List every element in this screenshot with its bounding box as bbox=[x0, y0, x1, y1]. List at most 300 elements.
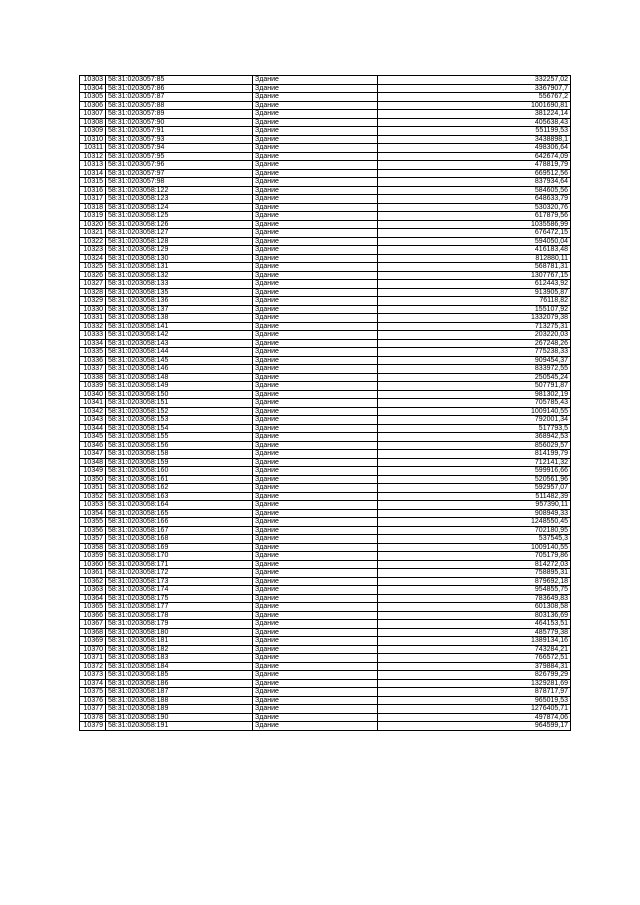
cadastral-value: 964599,17 bbox=[378, 722, 571, 731]
row-index: 10342 bbox=[80, 407, 106, 416]
cadastral-number: 58:31:0203058:154 bbox=[106, 424, 253, 433]
object-type: Здание bbox=[253, 433, 378, 442]
row-index: 10312 bbox=[80, 152, 106, 161]
table-row bbox=[80, 212, 571, 221]
cadastral-value: 1332079,38 bbox=[378, 314, 571, 323]
cadastral-value: 783649,83 bbox=[378, 594, 571, 603]
cadastral-value: 76118,82 bbox=[378, 297, 571, 306]
row-index: 10320 bbox=[80, 220, 106, 229]
cadastral-value: 814272,03 bbox=[378, 560, 571, 569]
cadastral-number: 58:31:0203058:149 bbox=[106, 382, 253, 391]
row-index: 10363 bbox=[80, 586, 106, 595]
cadastral-number: 58:31:0203057:95 bbox=[106, 152, 253, 161]
table-row bbox=[80, 144, 571, 153]
table-row bbox=[80, 501, 571, 510]
object-type: Здание bbox=[253, 586, 378, 595]
row-index: 10369 bbox=[80, 637, 106, 646]
table-row bbox=[80, 722, 571, 731]
cadastral-number: 58:31:0203058:169 bbox=[106, 543, 253, 552]
row-index: 10354 bbox=[80, 509, 106, 518]
cadastral-number: 58:31:0203058:137 bbox=[106, 305, 253, 314]
row-index: 10379 bbox=[80, 722, 106, 731]
table-row bbox=[80, 560, 571, 569]
object-type: Здание bbox=[253, 450, 378, 459]
object-type: Здание bbox=[253, 543, 378, 552]
cadastral-number: 58:31:0203058:125 bbox=[106, 212, 253, 221]
object-type: Здание bbox=[253, 186, 378, 195]
cadastral-number: 58:31:0203058:148 bbox=[106, 373, 253, 382]
cadastral-number: 58:31:0203058:132 bbox=[106, 271, 253, 280]
cadastral-number: 58:31:0203057:86 bbox=[106, 84, 253, 93]
row-index: 10318 bbox=[80, 203, 106, 212]
cadastral-value: 908949,33 bbox=[378, 509, 571, 518]
object-type: Здание bbox=[253, 195, 378, 204]
object-type: Здание bbox=[253, 603, 378, 612]
cadastral-number: 58:31:0203058:128 bbox=[106, 237, 253, 246]
cadastral-value: 1307767,15 bbox=[378, 271, 571, 280]
row-index: 10313 bbox=[80, 161, 106, 170]
cadastral-value: 537545,3 bbox=[378, 535, 571, 544]
object-type: Здание bbox=[253, 246, 378, 255]
cadastral-number: 58:31:0203058:135 bbox=[106, 288, 253, 297]
row-index: 10357 bbox=[80, 535, 106, 544]
cadastral-value: 601308,58 bbox=[378, 603, 571, 612]
cadastral-number: 58:31:0203058:190 bbox=[106, 713, 253, 722]
table-row bbox=[80, 484, 571, 493]
object-type: Здание bbox=[253, 662, 378, 671]
cadastral-value: 594050,04 bbox=[378, 237, 571, 246]
row-index: 10308 bbox=[80, 118, 106, 127]
row-index: 10319 bbox=[80, 212, 106, 221]
cadastral-value: 814199,79 bbox=[378, 450, 571, 459]
row-index: 10314 bbox=[80, 169, 106, 178]
row-index: 10326 bbox=[80, 271, 106, 280]
table-row bbox=[80, 382, 571, 391]
cadastral-value: 551199,53 bbox=[378, 127, 571, 136]
row-index: 10350 bbox=[80, 475, 106, 484]
row-index: 10376 bbox=[80, 696, 106, 705]
object-type: Здание bbox=[253, 518, 378, 527]
cadastral-number: 58:31:0203058:161 bbox=[106, 475, 253, 484]
object-type: Здание bbox=[253, 679, 378, 688]
cadastral-value: 743284,21 bbox=[378, 645, 571, 654]
table-row bbox=[80, 186, 571, 195]
table-row bbox=[80, 271, 571, 280]
object-type: Здание bbox=[253, 263, 378, 272]
cadastral-number: 58:31:0203058:156 bbox=[106, 441, 253, 450]
table-row bbox=[80, 76, 571, 85]
cadastral-number: 58:31:0203057:96 bbox=[106, 161, 253, 170]
object-type: Здание bbox=[253, 84, 378, 93]
cadastral-value: 405638,43 bbox=[378, 118, 571, 127]
cadastral-value: 909454,37 bbox=[378, 356, 571, 365]
row-index: 10375 bbox=[80, 688, 106, 697]
object-type: Здание bbox=[253, 467, 378, 476]
cadastral-value: 1035586,99 bbox=[378, 220, 571, 229]
row-index: 10348 bbox=[80, 458, 106, 467]
cadastral-value: 416183,48 bbox=[378, 246, 571, 255]
cadastral-value: 957390,11 bbox=[378, 501, 571, 510]
table-row bbox=[80, 101, 571, 110]
row-index: 10309 bbox=[80, 127, 106, 136]
table-row bbox=[80, 492, 571, 501]
table-row bbox=[80, 611, 571, 620]
table-row bbox=[80, 237, 571, 246]
row-index: 10368 bbox=[80, 628, 106, 637]
table-row bbox=[80, 467, 571, 476]
row-index: 10323 bbox=[80, 246, 106, 255]
cadastral-value: 556767,2 bbox=[378, 93, 571, 102]
row-index: 10316 bbox=[80, 186, 106, 195]
object-type: Здание bbox=[253, 705, 378, 714]
object-type: Здание bbox=[253, 322, 378, 331]
cadastral-number: 58:31:0203058:185 bbox=[106, 671, 253, 680]
cadastral-number: 58:31:0203058:180 bbox=[106, 628, 253, 637]
table-row bbox=[80, 152, 571, 161]
object-type: Здание bbox=[253, 76, 378, 85]
cadastral-value: 879692,18 bbox=[378, 577, 571, 586]
object-type: Здание bbox=[253, 212, 378, 221]
object-type: Здание bbox=[253, 110, 378, 119]
table-row bbox=[80, 118, 571, 127]
cadastral-value: 856029,57 bbox=[378, 441, 571, 450]
table-row bbox=[80, 288, 571, 297]
row-index: 10304 bbox=[80, 84, 106, 93]
table-row bbox=[80, 220, 571, 229]
row-index: 10322 bbox=[80, 237, 106, 246]
cadastral-value: 1001690,81 bbox=[378, 101, 571, 110]
cadastral-value: 669512,56 bbox=[378, 169, 571, 178]
table-row bbox=[80, 135, 571, 144]
row-index: 10373 bbox=[80, 671, 106, 680]
cadastral-number: 58:31:0203058:151 bbox=[106, 399, 253, 408]
row-index: 10329 bbox=[80, 297, 106, 306]
object-type: Здание bbox=[253, 654, 378, 663]
table-row bbox=[80, 475, 571, 484]
table-row bbox=[80, 637, 571, 646]
row-index: 10362 bbox=[80, 577, 106, 586]
cadastral-value: 507791,87 bbox=[378, 382, 571, 391]
row-index: 10340 bbox=[80, 390, 106, 399]
cadastral-value: 803136,69 bbox=[378, 611, 571, 620]
cadastral-number: 58:31:0203058:146 bbox=[106, 365, 253, 374]
cadastral-number: 58:31:0203058:171 bbox=[106, 560, 253, 569]
cadastral-number: 58:31:0203058:122 bbox=[106, 186, 253, 195]
cadastral-number: 58:31:0203058:145 bbox=[106, 356, 253, 365]
row-index: 10337 bbox=[80, 365, 106, 374]
cadastral-number: 58:31:0203058:158 bbox=[106, 450, 253, 459]
cadastral-value: 705785,43 bbox=[378, 399, 571, 408]
row-index: 10324 bbox=[80, 254, 106, 263]
table-row bbox=[80, 280, 571, 289]
object-type: Здание bbox=[253, 144, 378, 153]
cadastral-number: 58:31:0203057:94 bbox=[106, 144, 253, 153]
cadastral-value: 368942,53 bbox=[378, 433, 571, 442]
cadastral-number: 58:31:0203058:159 bbox=[106, 458, 253, 467]
table-row bbox=[80, 373, 571, 382]
row-index: 10377 bbox=[80, 705, 106, 714]
cadastral-value: 965019,53 bbox=[378, 696, 571, 705]
object-type: Здание bbox=[253, 560, 378, 569]
object-type: Здание bbox=[253, 135, 378, 144]
table-row bbox=[80, 229, 571, 238]
object-type: Здание bbox=[253, 526, 378, 535]
cadastral-number: 58:31:0203057:89 bbox=[106, 110, 253, 119]
table-body bbox=[80, 76, 571, 731]
cadastral-value: 592957,07 bbox=[378, 484, 571, 493]
cadastral-value: 332257,02 bbox=[378, 76, 571, 85]
cadastral-value: 878717,97 bbox=[378, 688, 571, 697]
object-type: Здание bbox=[253, 416, 378, 425]
table-row bbox=[80, 552, 571, 561]
table-row bbox=[80, 526, 571, 535]
cadastral-number: 58:31:0203058:178 bbox=[106, 611, 253, 620]
object-type: Здание bbox=[253, 407, 378, 416]
cadastral-number: 58:31:0203058:186 bbox=[106, 679, 253, 688]
row-index: 10305 bbox=[80, 93, 106, 102]
table-row bbox=[80, 322, 571, 331]
table-row bbox=[80, 535, 571, 544]
table-row bbox=[80, 603, 571, 612]
row-index: 10365 bbox=[80, 603, 106, 612]
cadastral-value: 3367907,7 bbox=[378, 84, 571, 93]
object-type: Здание bbox=[253, 178, 378, 187]
table-row bbox=[80, 416, 571, 425]
object-type: Здание bbox=[253, 458, 378, 467]
row-index: 10332 bbox=[80, 322, 106, 331]
table-row bbox=[80, 331, 571, 340]
object-type: Здание bbox=[253, 118, 378, 127]
table-row bbox=[80, 365, 571, 374]
object-type: Здание bbox=[253, 229, 378, 238]
cadastral-value: 267248,26 bbox=[378, 339, 571, 348]
object-type: Здание bbox=[253, 492, 378, 501]
table-row bbox=[80, 594, 571, 603]
cadastral-number: 58:31:0203058:184 bbox=[106, 662, 253, 671]
object-type: Здание bbox=[253, 254, 378, 263]
object-type: Здание bbox=[253, 203, 378, 212]
cadastral-number: 58:31:0203058:167 bbox=[106, 526, 253, 535]
row-index: 10336 bbox=[80, 356, 106, 365]
object-type: Здание bbox=[253, 288, 378, 297]
cadastral-number: 58:31:0203058:130 bbox=[106, 254, 253, 263]
table-row bbox=[80, 254, 571, 263]
row-index: 10330 bbox=[80, 305, 106, 314]
object-type: Здание bbox=[253, 713, 378, 722]
object-type: Здание bbox=[253, 688, 378, 697]
cadastral-value: 3438898,1 bbox=[378, 135, 571, 144]
table-row bbox=[80, 305, 571, 314]
object-type: Здание bbox=[253, 101, 378, 110]
table-row bbox=[80, 569, 571, 578]
row-index: 10344 bbox=[80, 424, 106, 433]
cadastral-value: 517793,5 bbox=[378, 424, 571, 433]
row-index: 10367 bbox=[80, 620, 106, 629]
cadastral-value: 812880,11 bbox=[378, 254, 571, 263]
row-index: 10370 bbox=[80, 645, 106, 654]
table-row bbox=[80, 203, 571, 212]
table-row bbox=[80, 628, 571, 637]
row-index: 10328 bbox=[80, 288, 106, 297]
cadastral-number: 58:31:0203058:127 bbox=[106, 229, 253, 238]
cadastral-number: 58:31:0203058:191 bbox=[106, 722, 253, 731]
row-index: 10317 bbox=[80, 195, 106, 204]
cadastral-value: 520561,96 bbox=[378, 475, 571, 484]
table-row bbox=[80, 263, 571, 272]
table-row bbox=[80, 450, 571, 459]
cadastral-value: 758895,31 bbox=[378, 569, 571, 578]
object-type: Здание bbox=[253, 628, 378, 637]
cadastral-number: 58:31:0203058:136 bbox=[106, 297, 253, 306]
cadastral-value: 648633,79 bbox=[378, 195, 571, 204]
cadastral-number: 58:31:0203058:163 bbox=[106, 492, 253, 501]
table-row bbox=[80, 93, 571, 102]
cadastral-value: 612443,92 bbox=[378, 280, 571, 289]
cadastral-number: 58:31:0203058:160 bbox=[106, 467, 253, 476]
object-type: Здание bbox=[253, 569, 378, 578]
cadastral-value: 713275,31 bbox=[378, 322, 571, 331]
row-index: 10341 bbox=[80, 399, 106, 408]
object-type: Здание bbox=[253, 339, 378, 348]
cadastral-value: 1329281,69 bbox=[378, 679, 571, 688]
table-row bbox=[80, 620, 571, 629]
object-type: Здание bbox=[253, 722, 378, 731]
table-row bbox=[80, 110, 571, 119]
cadastral-number: 58:31:0203058:182 bbox=[106, 645, 253, 654]
object-type: Здание bbox=[253, 271, 378, 280]
cadastral-value: 498306,64 bbox=[378, 144, 571, 153]
object-type: Здание bbox=[253, 356, 378, 365]
row-index: 10307 bbox=[80, 110, 106, 119]
row-index: 10303 bbox=[80, 76, 106, 85]
cadastral-value: 203220,03 bbox=[378, 331, 571, 340]
cadastral-value: 568781,31 bbox=[378, 263, 571, 272]
row-index: 10345 bbox=[80, 433, 106, 442]
row-index: 10346 bbox=[80, 441, 106, 450]
row-index: 10359 bbox=[80, 552, 106, 561]
object-type: Здание bbox=[253, 297, 378, 306]
row-index: 10331 bbox=[80, 314, 106, 323]
cadastral-value: 981302,19 bbox=[378, 390, 571, 399]
table-row bbox=[80, 356, 571, 365]
table-row bbox=[80, 688, 571, 697]
object-type: Здание bbox=[253, 305, 378, 314]
table-row bbox=[80, 127, 571, 136]
row-index: 10325 bbox=[80, 263, 106, 272]
table-row bbox=[80, 679, 571, 688]
table-row bbox=[80, 178, 571, 187]
cadastral-number: 58:31:0203057:97 bbox=[106, 169, 253, 178]
row-index: 10306 bbox=[80, 101, 106, 110]
row-index: 10355 bbox=[80, 518, 106, 527]
row-index: 10352 bbox=[80, 492, 106, 501]
cadastral-number: 58:31:0203058:143 bbox=[106, 339, 253, 348]
row-index: 10315 bbox=[80, 178, 106, 187]
object-type: Здание bbox=[253, 93, 378, 102]
object-type: Здание bbox=[253, 169, 378, 178]
table-row bbox=[80, 696, 571, 705]
object-type: Здание bbox=[253, 382, 378, 391]
row-index: 10338 bbox=[80, 373, 106, 382]
table-row bbox=[80, 441, 571, 450]
row-index: 10351 bbox=[80, 484, 106, 493]
cadastral-number: 58:31:0203057:87 bbox=[106, 93, 253, 102]
cadastral-value: 1009140,55 bbox=[378, 407, 571, 416]
cadastral-number: 58:31:0203057:93 bbox=[106, 135, 253, 144]
cadastral-number: 58:31:0203058:170 bbox=[106, 552, 253, 561]
table-row bbox=[80, 654, 571, 663]
cadastral-value: 833972,55 bbox=[378, 365, 571, 374]
cadastral-value: 1389134,16 bbox=[378, 637, 571, 646]
row-index: 10311 bbox=[80, 144, 106, 153]
cadastral-value: 584605,56 bbox=[378, 186, 571, 195]
cadastral-value: 775238,33 bbox=[378, 348, 571, 357]
table-row bbox=[80, 671, 571, 680]
cadastral-number: 58:31:0203058:174 bbox=[106, 586, 253, 595]
row-index: 10310 bbox=[80, 135, 106, 144]
cadastral-number: 58:31:0203058:175 bbox=[106, 594, 253, 603]
object-type: Здание bbox=[253, 348, 378, 357]
cadastral-value: 792001,34 bbox=[378, 416, 571, 425]
cadastral-value: 464153,51 bbox=[378, 620, 571, 629]
table-row bbox=[80, 433, 571, 442]
cadastral-number: 58:31:0203058:144 bbox=[106, 348, 253, 357]
cadastral-value: 250545,24 bbox=[378, 373, 571, 382]
cadastral-number: 58:31:0203058:126 bbox=[106, 220, 253, 229]
cadastral-number: 58:31:0203058:152 bbox=[106, 407, 253, 416]
table-row bbox=[80, 577, 571, 586]
object-type: Здание bbox=[253, 152, 378, 161]
row-index: 10339 bbox=[80, 382, 106, 391]
object-type: Здание bbox=[253, 280, 378, 289]
table-row bbox=[80, 348, 571, 357]
cadastral-value: 913905,87 bbox=[378, 288, 571, 297]
cadastral-value-table bbox=[79, 75, 571, 731]
cadastral-value: 379884,31 bbox=[378, 662, 571, 671]
row-index: 10334 bbox=[80, 339, 106, 348]
row-index: 10333 bbox=[80, 331, 106, 340]
cadastral-number: 58:31:0203058:189 bbox=[106, 705, 253, 714]
row-index: 10343 bbox=[80, 416, 106, 425]
cadastral-value: 1009140,55 bbox=[378, 543, 571, 552]
table-row bbox=[80, 586, 571, 595]
cadastral-value: 511482,39 bbox=[378, 492, 571, 501]
cadastral-number: 58:31:0203057:98 bbox=[106, 178, 253, 187]
table-row bbox=[80, 645, 571, 654]
table-row bbox=[80, 297, 571, 306]
row-index: 10327 bbox=[80, 280, 106, 289]
object-type: Здание bbox=[253, 509, 378, 518]
cadastral-value: 954855,75 bbox=[378, 586, 571, 595]
cadastral-number: 58:31:0203057:90 bbox=[106, 118, 253, 127]
table-row bbox=[80, 713, 571, 722]
table-row bbox=[80, 424, 571, 433]
cadastral-value: 766572,51 bbox=[378, 654, 571, 663]
table-row bbox=[80, 662, 571, 671]
cadastral-value: 497874,06 bbox=[378, 713, 571, 722]
cadastral-number: 58:31:0203057:91 bbox=[106, 127, 253, 136]
cadastral-number: 58:31:0203058:142 bbox=[106, 331, 253, 340]
cadastral-value: 155107,92 bbox=[378, 305, 571, 314]
cadastral-number: 58:31:0203058:165 bbox=[106, 509, 253, 518]
cadastral-value: 642674,09 bbox=[378, 152, 571, 161]
table-row bbox=[80, 543, 571, 552]
cadastral-value: 702180,95 bbox=[378, 526, 571, 535]
row-index: 10366 bbox=[80, 611, 106, 620]
cadastral-number: 58:31:0203058:133 bbox=[106, 280, 253, 289]
table-row bbox=[80, 314, 571, 323]
row-index: 10349 bbox=[80, 467, 106, 476]
